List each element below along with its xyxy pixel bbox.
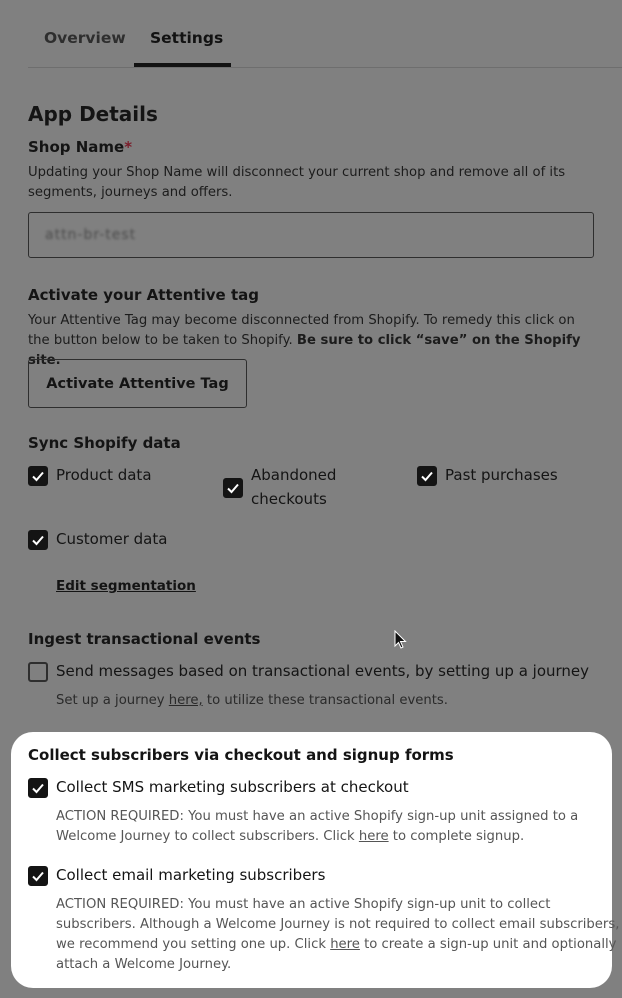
past-purchases-checkbox[interactable] [417,466,437,486]
sms-checkout-checkbox[interactable] [28,778,48,798]
email-here-link[interactable]: here [330,937,360,952]
activate-tag-help-bold: Be sure to click “save” on the Shopify site. [28,333,581,368]
check-icon [31,869,45,883]
activate-tag-help-main: Your Attentive Tag may become disconnected from Shopify. To remedy this click on the button below to be taken to Shopify. [28,313,575,348]
sms-help-line1: ACTION REQUIRED: You must have an active Shopify sign-up unit assigned to a [56,809,579,824]
email-help-pre: we recommend you setting one up. Click [56,937,331,952]
activate-attentive-tag-button[interactable]: Activate Attentive Tag [28,359,247,408]
abandoned-checkouts-label-line2: checkouts [251,490,327,508]
customer-data-checkbox[interactable] [28,530,48,550]
check-icon [226,481,240,495]
product-data-label: Product data [56,466,152,484]
sync-shopify-heading: Sync Shopify data [28,434,181,452]
transactional-help-pre: Set up a journey [56,693,169,708]
email-subscribers-checkbox[interactable] [28,866,48,886]
mouse-cursor-icon [394,630,408,650]
product-data-checkbox[interactable] [28,466,48,486]
check-icon [31,781,45,795]
tab-overview[interactable]: Overview [44,29,126,47]
email-help-post: to create a sign-up unit and optionally [359,937,617,952]
shop-name-label-text: Shop Name [28,138,125,156]
shop-name-input[interactable] [28,212,594,258]
tab-settings[interactable]: Settings [150,29,224,47]
sms-help-post: to complete signup. [388,829,525,844]
tab-bar [28,0,622,68]
transactional-events-checkbox[interactable] [28,662,48,682]
email-subscribers-label: Collect email marketing subscribers [56,866,326,884]
check-icon [31,533,45,547]
required-mark: * [124,138,133,156]
shop-name-value: attn-br-test [45,227,137,243]
edit-segmentation-link[interactable]: Edit segmentation [56,578,196,594]
sms-help-line2 [56,827,524,847]
email-help-line4: attach a Welcome Journey. [56,957,232,972]
shop-name-help: Updating your Shop Name will disconnect your current shop and remove all of its segments, journeys and offers. [28,165,566,200]
app-details-heading: App Details [28,102,158,126]
abandoned-checkouts-label-line1: Abandoned [251,466,337,484]
check-icon [420,469,434,483]
sms-checkout-label: Collect SMS marketing subscribers at checkout [56,778,409,796]
sms-here-link[interactable]: here [358,829,389,844]
abandoned-checkouts-checkbox[interactable] [223,478,243,498]
tab-active-indicator [134,63,231,67]
shop-name-label [28,138,132,156]
journey-here-link[interactable]: here, [168,693,203,708]
ingest-heading: Ingest transactional events [28,630,261,648]
transactional-help-post: to utilize these transactional events. [202,693,448,708]
email-help-line3 [56,935,616,955]
past-purchases-label: Past purchases [445,466,558,484]
customer-data-label: Customer data [56,530,168,548]
collect-subscribers-heading: Collect subscribers via checkout and signup forms [28,746,454,764]
activate-tag-heading: Activate your Attentive tag [28,286,259,304]
check-icon [31,469,45,483]
transactional-events-help [56,691,448,711]
email-help-line1: ACTION REQUIRED: You must have an active Shopify sign-up unit to collect [56,897,551,912]
transactional-events-label: Send messages based on transactional events, by setting up a journey [56,662,590,680]
sms-help-pre: Welcome Journey to collect subscribers. Click [56,829,359,844]
email-help-line2: subscribers. Although a Welcome Journey is not required to collect email subscribers, [56,917,620,932]
